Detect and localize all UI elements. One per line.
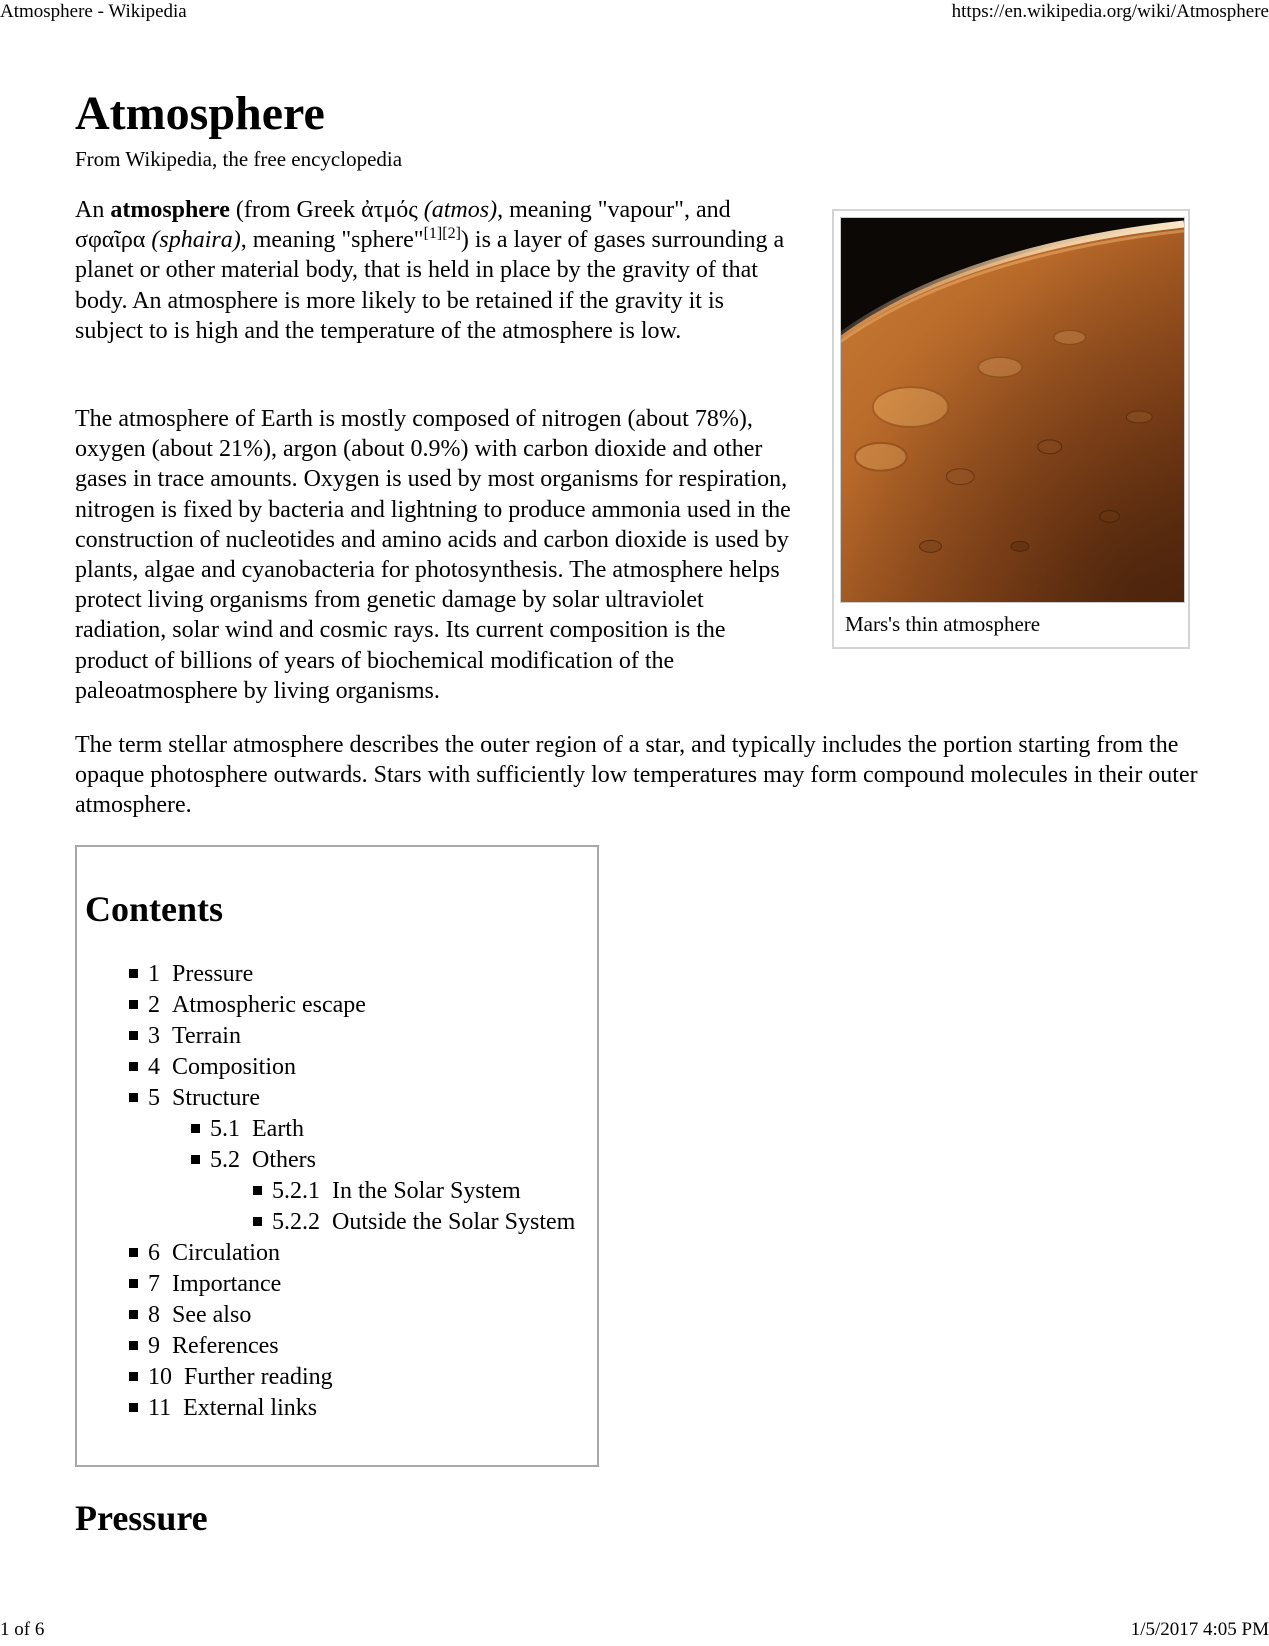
toc-number: 1	[148, 961, 160, 987]
infobox-figure	[832, 209, 1190, 649]
toc-heading: Contents	[85, 889, 224, 929]
intro-paragraph-2: The atmosphere of Earth is mostly composed of nitrogen (about 78%), oxygen (about 21%), argon (about 0.9%) with carbon dioxide and other gases in trace amounts. Oxygen is used by most organisms for respiration, nitrogen is fixed by bacteria and lightning to produce ammonia used in the construction of nucleotides and amino acids and carbon dioxide is used by plants, algae and cyanobacteria for photosynthesis. The atmosphere helps protect living organisms from genetic damage by solar ultraviolet radiation, solar wind and cosmic rays. Its current composition is the product of billions of years of biochemical modification of the paleoatmosphere by living organisms.	[75, 406, 791, 704]
toc-number: 9	[148, 1333, 160, 1359]
toc-item-see-also[interactable]	[129, 1300, 251, 1331]
toc-label: Importance	[172, 1271, 282, 1297]
toc-number: 10	[148, 1364, 172, 1390]
intro-paragraph-3: The term stellar atmosphere describes the outer region of a star, and typically includes the portion starting from the opaque photosphere outwards. Stars with sufficiently low temperatures may form compound molecules in their outer atmosphere.	[75, 732, 1198, 819]
toc-label: Structure	[172, 1085, 260, 1111]
toc-item-circulation[interactable]	[129, 1238, 280, 1269]
toc-number: 5.1	[210, 1116, 240, 1142]
toc-label: Others	[252, 1147, 316, 1173]
bullet-icon	[129, 1000, 138, 1009]
toc-item-pressure[interactable]	[129, 959, 253, 990]
page-subtitle: From Wikipedia, the free encyclopedia	[75, 147, 403, 171]
bullet-icon	[129, 1062, 138, 1071]
figure-caption: Mars's thin atmosphere	[845, 612, 1041, 636]
toc-label: Atmospheric escape	[172, 992, 366, 1018]
toc-item-structure[interactable]	[129, 1083, 260, 1114]
bullet-icon	[129, 1310, 138, 1319]
toc-label: References	[172, 1333, 279, 1359]
reference-2-link[interactable]: [2]	[442, 225, 461, 243]
toc-number: 5.2.2	[272, 1209, 320, 1235]
toc-number: 6	[148, 1240, 160, 1266]
toc-label: Outside the Solar System	[332, 1209, 576, 1235]
bullet-icon	[129, 1341, 138, 1350]
bullet-icon	[129, 1031, 138, 1040]
toc-number: 4	[148, 1054, 160, 1080]
toc-number: 8	[148, 1302, 160, 1328]
reference-1-link[interactable]: [1]	[423, 225, 443, 243]
toc-item-in-the-solar-system[interactable]	[253, 1176, 521, 1207]
print-header-url[interactable]: https://en.wikipedia.org/wiki/Atmosphere	[951, 1, 1269, 22]
toc-item-terrain[interactable]	[129, 1021, 241, 1052]
toc-label: Earth	[252, 1116, 304, 1142]
bullet-icon	[129, 969, 138, 978]
toc-number: 5	[148, 1085, 160, 1111]
italic-term-atmos: (atmos)	[423, 197, 498, 223]
toc-label: Further reading	[184, 1364, 333, 1390]
section-heading-pressure: Pressure	[75, 1498, 208, 1538]
bullet-icon	[253, 1186, 262, 1195]
toc-item-further-reading[interactable]	[129, 1362, 333, 1393]
bold-term: atmosphere	[110, 197, 230, 223]
toc-item-importance[interactable]	[129, 1269, 281, 1300]
bullet-icon	[191, 1124, 200, 1133]
toc-number: 3	[148, 1023, 160, 1049]
bullet-icon	[191, 1155, 200, 1164]
toc-label: External links	[183, 1395, 318, 1421]
bullet-icon	[129, 1372, 138, 1381]
toc-item-outside-the-solar-system[interactable]	[253, 1207, 575, 1238]
text-run: (from Greek ἀτμός	[229, 197, 424, 223]
print-footer-page-count: 1 of 6	[0, 1619, 45, 1640]
toc-item-others[interactable]	[191, 1145, 316, 1176]
print-header-title: Atmosphere - Wikipedia	[0, 1, 187, 22]
print-footer-timestamp: 1/5/2017 4:05 PM	[1130, 1619, 1269, 1640]
toc-number: 5.2	[210, 1147, 240, 1173]
toc-item-composition[interactable]	[129, 1052, 296, 1083]
toc-number: 5.2.1	[272, 1178, 320, 1204]
italic-term-sphaira: (sphaira)	[151, 227, 241, 254]
toc-label: Composition	[172, 1054, 297, 1080]
toc-label: In the Solar System	[332, 1178, 521, 1204]
toc-label: Terrain	[172, 1023, 241, 1049]
bullet-icon	[129, 1279, 138, 1288]
toc-item-external-links[interactable]	[129, 1393, 317, 1424]
toc-number: 2	[148, 992, 160, 1018]
bullet-icon	[129, 1403, 138, 1412]
bullet-icon	[129, 1248, 138, 1257]
table-of-contents	[75, 845, 599, 1467]
toc-item-atmospheric-escape[interactable]	[129, 990, 366, 1021]
text-run: An	[75, 197, 111, 223]
bullet-icon	[253, 1217, 262, 1226]
text-run: , meaning "sphere"	[240, 227, 424, 254]
mars-atmosphere-image[interactable]	[840, 217, 1185, 603]
toc-item-references[interactable]	[129, 1331, 279, 1362]
text-run: , meaning "vapour", and σφαῖρα	[75, 197, 731, 254]
page-title: Atmosphere	[75, 87, 325, 140]
toc-number: 11	[148, 1395, 172, 1421]
text-run: ) is a layer of gases surrounding a planet or other material body, that is held in place by the gravity of that body. An atmosphere is more likely to be retained if the gravity it is subject to is high and the temperature of the atmosphere is low.	[75, 227, 785, 344]
toc-label: See also	[172, 1302, 252, 1328]
toc-number: 7	[148, 1271, 160, 1297]
toc-label: Circulation	[172, 1240, 280, 1266]
bullet-icon	[129, 1093, 138, 1102]
toc-item-earth[interactable]	[191, 1114, 304, 1145]
toc-label: Pressure	[172, 961, 254, 987]
intro-paragraph-1	[75, 195, 790, 346]
